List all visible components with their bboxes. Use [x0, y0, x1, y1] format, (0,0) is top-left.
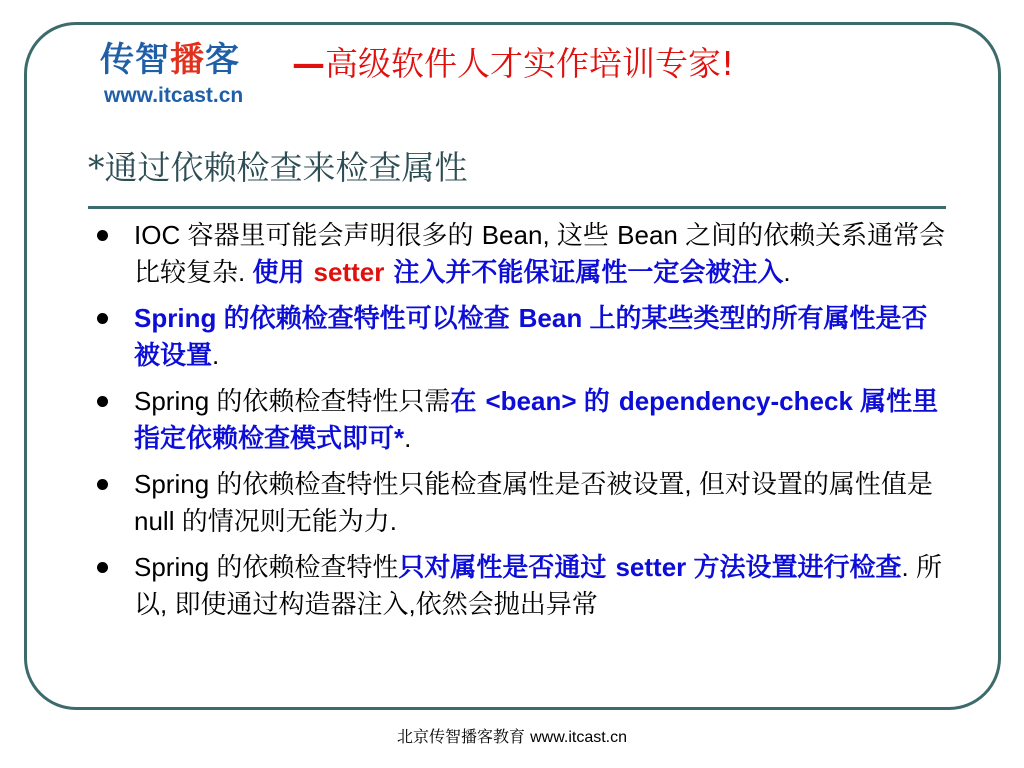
bullet-text-segment: .	[404, 423, 412, 453]
slogan-dash: —	[292, 44, 325, 83]
bullet-dot-icon	[97, 562, 108, 573]
bullet-text-segment: dependency-check	[618, 386, 861, 416]
bullet-text-segment: *	[394, 423, 405, 453]
bullet-text-segment: 即使通过构造器注入	[174, 590, 409, 620]
logo-part3: 客	[205, 40, 240, 80]
bullet-list	[96, 217, 946, 632]
bullet-text-segment: Spring	[134, 552, 217, 582]
bullet-text-segment: setter	[313, 257, 385, 287]
logo-part2: 播	[170, 40, 205, 80]
bullet-text-segment: 的依赖检查特性只需	[216, 387, 451, 417]
bullet-text-segment: 容器里可能会声明很多的	[187, 221, 482, 251]
bullet-text-segment: .	[389, 506, 397, 536]
bullet-text-segment: <bean>	[485, 386, 584, 416]
bullet-text-segment: 所以	[134, 553, 942, 620]
bullet-text-segment: Spring	[134, 386, 217, 416]
bullet-text-segment: 使用	[252, 258, 314, 288]
bullet-text-segment: Spring	[134, 469, 217, 499]
bullet-text-segment: 这些	[556, 221, 618, 251]
bullet-item	[96, 300, 946, 374]
bullet-item	[96, 383, 946, 457]
bullet-text-segment: 的依赖检查特性只能检查属性是否被设置	[216, 470, 685, 500]
logo-text	[100, 40, 240, 80]
slogan-text: 高级软件人才实作培训专家!	[325, 44, 735, 83]
bullet-text-segment: 上的某些类型的所有属性是否被设置	[134, 304, 928, 371]
bullet-item	[96, 549, 946, 623]
bullet-text-segment: .	[901, 552, 916, 582]
bullet-text-segment: 在	[450, 387, 486, 417]
bullet-text-segment: .	[238, 257, 253, 287]
bullet-dot-icon	[97, 230, 108, 241]
footer-org: 北京传智播客教育	[396, 727, 525, 746]
bullet-dot-icon	[97, 396, 108, 407]
bullet-text-segment: ,	[408, 589, 416, 619]
bullet-text-segment: Bean,	[481, 220, 557, 250]
bullet-text-segment: ,	[160, 589, 175, 619]
bullet-text-segment: 依然会抛出异常	[415, 590, 598, 620]
bullet-text-segment: null	[134, 506, 182, 536]
bullet-text-segment: Bean	[617, 220, 686, 250]
bullet-text-segment: Bean	[518, 303, 590, 333]
bullet-dot-icon	[97, 479, 108, 490]
bullet-text-segment: 注入并不能保证属性一定会被注入	[384, 258, 784, 288]
bullet-text-segment: 方法设置进行检查	[693, 553, 902, 583]
bullet-dot-icon	[97, 313, 108, 324]
footer	[0, 727, 1024, 748]
bullet-text-segment: setter	[615, 552, 694, 582]
bullet-text-segment: 但对设置的属性值是	[698, 470, 933, 500]
bullet-text-segment: 的依赖检查特性可以检查	[223, 304, 519, 334]
bullet-text-segment: 之间的依赖关系通常会比较复杂	[134, 221, 946, 288]
bullet-text-segment: 属性里指定依赖检查模式即可	[134, 387, 939, 454]
bullet-text-segment: 只对属性是否通过	[398, 553, 616, 583]
bullet-item	[96, 217, 946, 291]
bullet-text-segment: 的依赖检查特性	[216, 553, 399, 583]
bullet-text-segment: .	[783, 257, 791, 287]
bullet-item	[96, 466, 946, 540]
logo-part1: 传智	[100, 40, 170, 80]
itcast-logo	[100, 40, 282, 110]
slide-title: *通过依赖检查来检查属性	[88, 148, 468, 187]
logo-url: www.itcast.cn	[104, 84, 244, 107]
bullet-text-segment: .	[212, 340, 220, 370]
bullet-text-segment: Spring	[134, 303, 224, 333]
bullet-text-segment: 的	[583, 387, 619, 417]
slogan	[292, 44, 734, 84]
title-divider	[88, 206, 946, 209]
footer-url: www.itcast.cn	[530, 729, 628, 746]
bullet-text-segment: ,	[684, 469, 699, 499]
bullet-text-segment: 的情况则无能为力	[181, 507, 390, 537]
bullet-text-segment: IOC	[134, 220, 188, 250]
